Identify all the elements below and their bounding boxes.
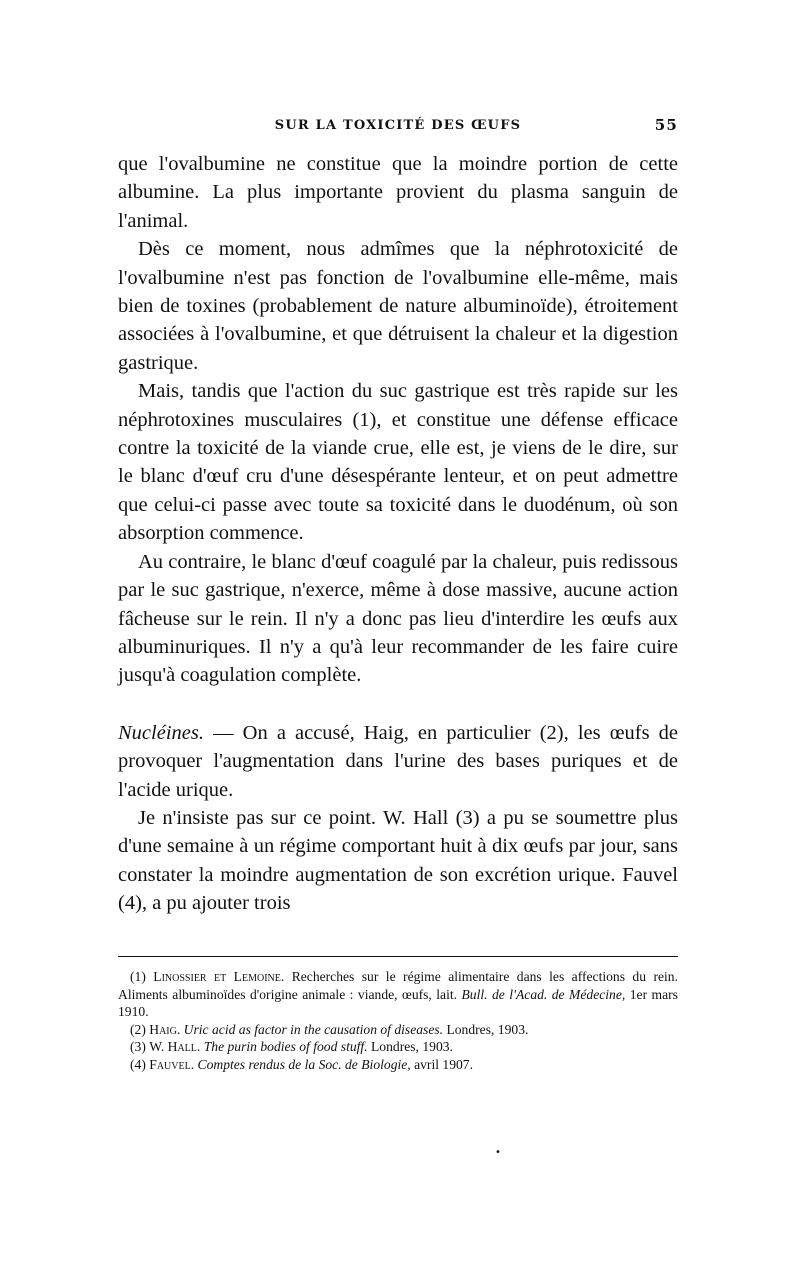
paragraph-1: que l'ovalbumine ne constitue que la moindre portion de cette albumine. La plus importante provient du plasma sanguin de l'animal.: [118, 153, 678, 232]
footnote-marker: (3): [130, 1039, 146, 1054]
footnote-marker: (1): [130, 969, 146, 984]
footnote-date: Londres, 1903.: [367, 1039, 453, 1054]
footnote-source: The purin bodies of food stuff.: [203, 1039, 368, 1054]
page-number: 55: [654, 116, 678, 134]
paragraph-3: Mais, tandis que l'action du suc gastrique est très rapide sur les néphrotoxines musculaires (1), et constitue une défense efficace contre la toxicité de la viande crue, elle est, je viens de le dire, sur le blanc d'œuf cru d'une désespérante lenteur, et on peut admettre que celui-ci passe avec toute sa toxicité dans le duodénum, où son absorption commence.: [118, 380, 678, 545]
paragraph-4: Au contraire, le blanc d'œuf coagulé par la chaleur, puis redissous par le suc gastrique, n'exerce, même à dose massive, aucune action fâcheuse sur le rein. Il n'y a donc pas lieu d'interdire les œufs aux albuminuriques. Il n'y a qu'à leur recommander de les faire cuire jusqu'à coagulation complète.: [118, 550, 678, 687]
section-heading: Nucléines.: [118, 721, 204, 744]
footnote-marker: (2): [130, 1021, 146, 1037]
footnotes: [118, 968, 678, 1073]
footnote-marker: (4): [130, 1056, 146, 1072]
paragraph-6: Je n'insiste pas sur ce point. W. Hall (3) a pu se soumettre plus d'une semaine à un régime comportant huit à dix œufs par jour, sans constater la moindre augmentation de son excrétion urique. Fauvel (4), a pu ajouter trois: [118, 806, 678, 915]
printer-mark: •: [495, 1147, 501, 1158]
running-title: SUR LA TOXICITÉ DES ŒUFS: [274, 118, 522, 133]
footnote: [118, 1056, 678, 1074]
footnote-author: Haig.: [149, 1021, 181, 1037]
footnote: [118, 968, 678, 1021]
footnote-date: 1er mars 1910.: [118, 986, 678, 1019]
footnote-text: Recherches sur le régime alimentaire dans les affections du rein. Aliments albuminoïdes d'origine animale : viande, œufs, lait.: [118, 969, 678, 1002]
footnote-author: Linossier et Lemoine.: [153, 969, 285, 984]
footnote-source: Comptes rendus de la Soc. de Biologie,: [197, 1056, 411, 1072]
running-header: [118, 118, 678, 138]
paragraph-5-text: — On a accusé, Haig, en particulier (2), les œufs de provoquer l'augmentation dans l'urine des bases puriques et de l'acide urique.: [118, 721, 678, 801]
paragraph-nucleines: [118, 719, 678, 804]
footnote-date: Londres, 1903.: [443, 1021, 529, 1037]
footnote: [118, 1021, 678, 1039]
footnote-date: avril 1907.: [410, 1056, 473, 1072]
main-text: [118, 150, 678, 918]
footnote: [118, 1038, 678, 1056]
footnote-source: Bull. de l'Acad. de Médecine,: [461, 986, 626, 1002]
footnote-author: Fauvel.: [149, 1056, 195, 1072]
footnote-divider: [118, 956, 678, 957]
footnote-author: W. Hall.: [149, 1039, 201, 1054]
footnote-source: Uric acid as factor in the causation of diseases.: [183, 1021, 444, 1037]
paragraph-2: Dès ce moment, nous admîmes que la néphrotoxicité de l'ovalbumine n'est pas fonction de l'ovalbumine elle-même, mais bien de toxines (probablement de nature albuminoïde), étroitement associées à l'ovalbumine, et que détruisent la chaleur et la digestion gastrique.: [118, 238, 678, 374]
